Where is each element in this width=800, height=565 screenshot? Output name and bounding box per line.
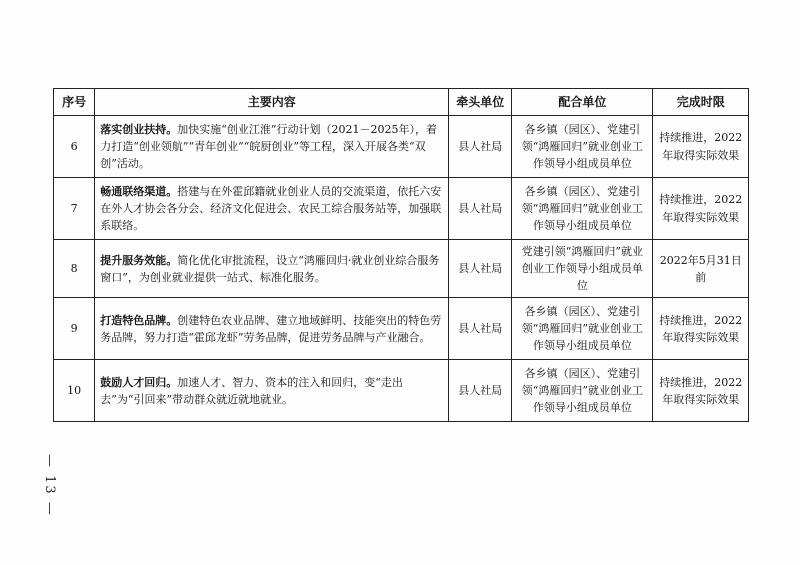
row-content xyxy=(95,116,449,178)
row-title: 打造特色品牌。 xyxy=(100,313,178,327)
header-cooperating-unit: 配合单位 xyxy=(512,89,653,116)
row-cooperating-unit: 党建引领“鸿雁回归”就业创业工作领导小组成员单位 xyxy=(512,240,653,298)
table-row xyxy=(54,178,749,240)
row-title: 落实创业扶持。 xyxy=(100,122,178,136)
row-content xyxy=(95,178,449,240)
task-table xyxy=(53,88,749,422)
row-cooperating-unit: 各乡镇（园区）、党建引领“鸿雁回归”就业创业工作领导小组成员单位 xyxy=(512,360,653,422)
row-content xyxy=(95,298,449,360)
row-description: 加速人才、智力、资本的注入和回归，变“走出去”为“引回来”带动群众就近就地就业。 xyxy=(100,375,403,406)
table-row xyxy=(54,360,749,422)
row-lead-unit: 县人社局 xyxy=(449,116,512,178)
header-content: 主要内容 xyxy=(95,89,449,116)
row-cooperating-unit: 各乡镇（园区）、党建引领“鸿雁回归”就业创业工作领导小组成员单位 xyxy=(512,298,653,360)
row-content xyxy=(95,240,449,298)
row-lead-unit: 县人社局 xyxy=(449,178,512,240)
row-title: 提升服务效能。 xyxy=(100,253,178,267)
row-deadline: 持续推进，2022年取得实际效果 xyxy=(653,116,749,178)
row-description: 加快实施“创业江淮”行动计划（2021－2025年），着力打造“创业领航”“青年创业”“皖厨创业”等工程，深入开展各类“双创”活动。 xyxy=(100,122,437,171)
table-row xyxy=(54,240,749,298)
row-description: 简化优化审批流程，设立“鸿雁回归·就业创业综合服务窗口”，为创业就业提供一站式、标准化服务。 xyxy=(100,253,440,284)
page-number: — 13 — xyxy=(42,454,57,517)
table-row xyxy=(54,116,749,178)
row-lead-unit: 县人社局 xyxy=(449,360,512,422)
header-number: 序号 xyxy=(54,89,95,116)
row-lead-unit: 县人社局 xyxy=(449,298,512,360)
row-title: 鼓励人才回归。 xyxy=(100,375,178,389)
row-number: 9 xyxy=(54,298,95,360)
row-deadline: 持续推进，2022年取得实际效果 xyxy=(653,360,749,422)
table-header-row xyxy=(54,89,749,116)
header-lead-unit: 牵头单位 xyxy=(449,89,512,116)
row-description: 创建特色农业品牌、建立地域鲜明、技能突出的特色劳务品牌，努力打造“霍邱龙虾”劳务品牌，促进劳务品牌与产业融合。 xyxy=(100,313,442,344)
row-deadline: 持续推进，2022年取得实际效果 xyxy=(653,298,749,360)
row-deadline: 2022年5月31日前 xyxy=(653,240,749,298)
row-cooperating-unit: 各乡镇（园区）、党建引领“鸿雁回归”就业创业工作领导小组成员单位 xyxy=(512,178,653,240)
header-deadline: 完成时限 xyxy=(653,89,749,116)
row-description: 搭建与在外霍邱籍就业创业人员的交流渠道，依托六安在外人才协会各分会、经济文化促进会、农民工综合服务站等，加强联系联络。 xyxy=(100,184,442,233)
row-number: 7 xyxy=(54,178,95,240)
row-number: 8 xyxy=(54,240,95,298)
row-content xyxy=(95,360,449,422)
row-lead-unit: 县人社局 xyxy=(449,240,512,298)
row-title: 畅通联络渠道。 xyxy=(100,184,178,198)
row-number: 6 xyxy=(54,116,95,178)
row-cooperating-unit: 各乡镇（园区）、党建引领“鸿雁回归”就业创业工作领导小组成员单位 xyxy=(512,116,653,178)
row-deadline: 持续推进，2022年取得实际效果 xyxy=(653,178,749,240)
table-row xyxy=(54,298,749,360)
row-number: 10 xyxy=(54,360,95,422)
